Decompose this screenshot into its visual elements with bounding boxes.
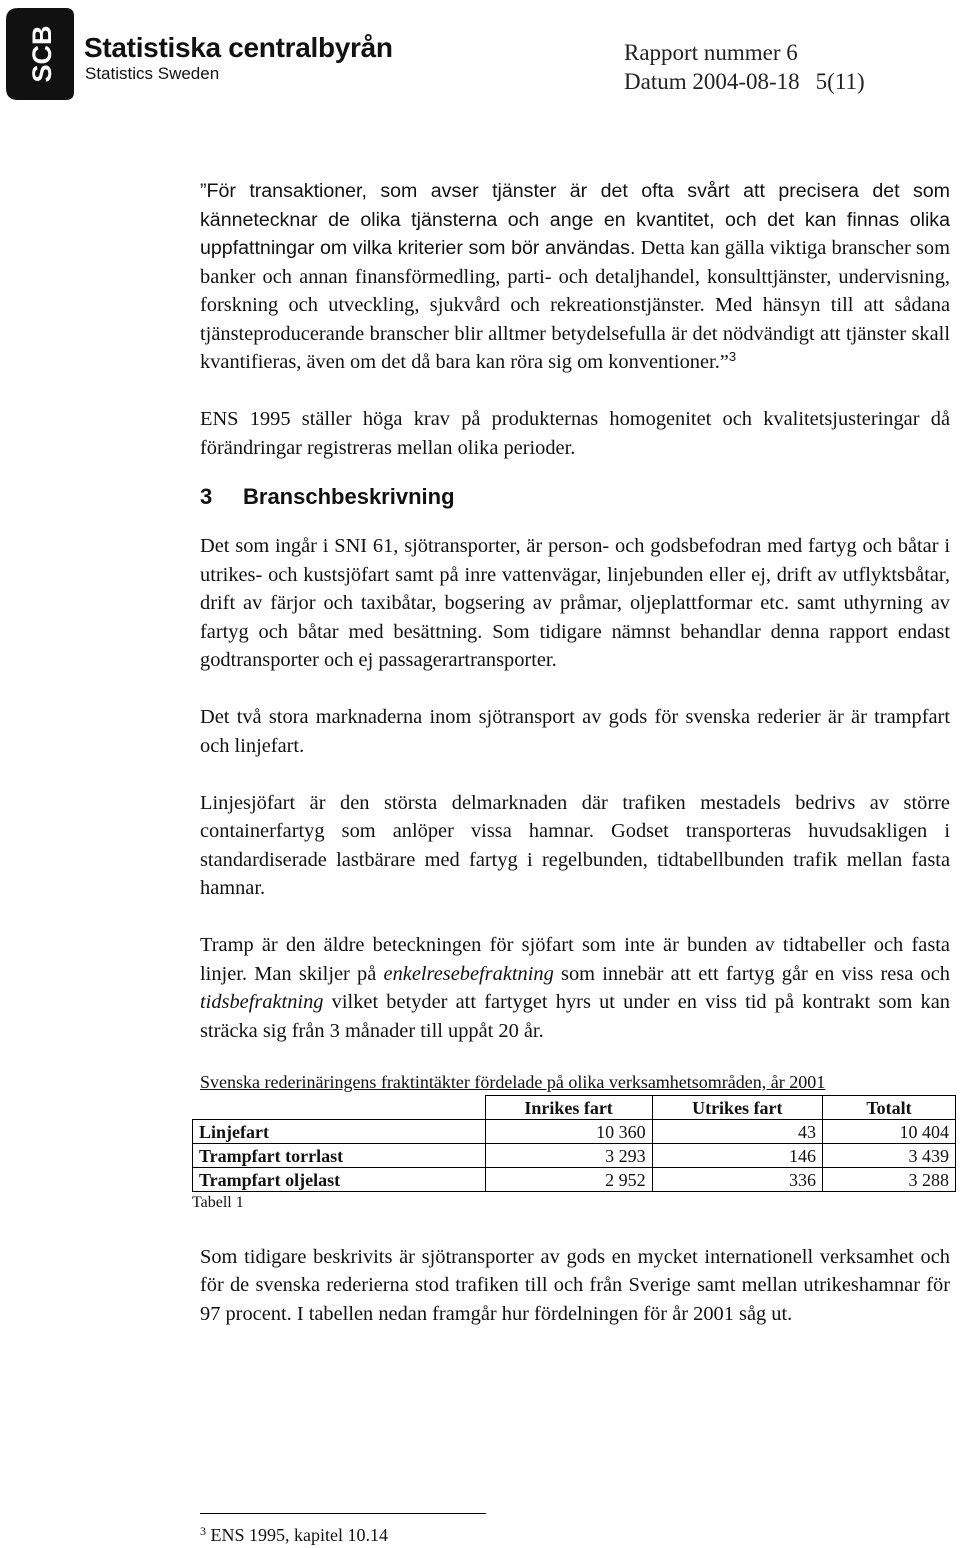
row-label: Trampfart torrlast <box>193 1144 486 1168</box>
footnote <box>200 1524 388 1546</box>
header-cell-inrikes: Inrikes fart <box>485 1096 652 1120</box>
header-cell-totalt: Totalt <box>823 1096 956 1120</box>
table-note: Tabell 1 <box>192 1194 244 1211</box>
cell-totalt: 10 404 <box>823 1120 956 1144</box>
table-row <box>193 1120 956 1144</box>
tramp-text-3: vilket betyder att fartyget hyrs ut under en viss tid på kontrakt som kan sträcka sig från 3 månader till uppåt 20 år. <box>200 991 950 1042</box>
term-tidsbefraktning: tidsbefraktning <box>200 991 324 1013</box>
term-enkelresebefraktning: enkelresebefraktning <box>383 962 554 985</box>
section-number: 3 <box>200 484 213 509</box>
cell-utrikes: 336 <box>652 1168 822 1192</box>
cell-totalt: 3 439 <box>823 1144 956 1168</box>
footnote-reference[interactable]: 3 <box>728 349 737 364</box>
report-date: Datum 2004-08-18 <box>624 69 800 94</box>
header-cell-utrikes: Utrikes fart <box>652 1096 822 1120</box>
esa-quote <box>200 177 950 377</box>
markets-paragraph: Det två stora marknaderna inom sjötransport av gods för svenska rederier är är trampfart och linjefart. <box>200 706 950 757</box>
cell-inrikes: 2 952 <box>485 1168 652 1192</box>
quote-part-1: ”För transaktioner, som avser tjänster är det ofta svårt att precisera det som kännetecknar de olika tjänsterna och ange en kvantitet, och det kan finnas olika uppfattningar om vilka kriterier som bör användas. <box>200 180 950 259</box>
page-number: 5(11) <box>815 69 865 94</box>
table-caption: Svenska rederinäringens fraktintäkter fördelade på olika verksamhetsområden, år 2001 <box>200 1072 826 1092</box>
tramp-paragraph <box>200 931 950 1045</box>
table-row <box>193 1168 956 1192</box>
document-body <box>192 177 951 1328</box>
cell-inrikes: 3 293 <box>485 1144 652 1168</box>
freight-revenue-table <box>192 1095 956 1192</box>
row-label: Trampfart oljelast <box>193 1168 486 1192</box>
section-heading <box>200 482 950 512</box>
report-date-line <box>624 67 865 96</box>
cell-inrikes: 10 360 <box>485 1120 652 1144</box>
report-number: Rapport nummer 6 <box>624 40 798 65</box>
section-title: Branschbeskrivning <box>243 484 455 509</box>
scb-logo <box>4 6 404 104</box>
footnote-divider <box>200 1513 486 1514</box>
table-header-row <box>193 1096 956 1120</box>
row-label: Linjefart <box>193 1120 486 1144</box>
scb-logo-mark <box>4 6 74 102</box>
table-row <box>193 1144 956 1168</box>
quote-part-3: Med hänsyn till att sådana tjänsteproducerande branscher blir alltmer betydelsefulla är det nödvändigt att tjänster skall kvantifieras, även om det då bara kan röra sig om konventioner.” <box>200 294 950 373</box>
report-meta <box>624 38 865 96</box>
quote-part-2: Detta kan gälla viktiga branscher som banker och annan finansförmedling, parti- och detaljhandel, konsulttjänster, undervisning, forskning och utveckling, sjukvård och rekreationstjänster. <box>200 237 950 316</box>
footnote-text: ENS 1995, kapitel 10.14 <box>206 1525 388 1545</box>
final-paragraph: Som tidigare beskrivits är sjötransporter av gods en mycket internationell verksamhet och för de svenska rederierna stod trafiken till och från Sverige samt mellan utrikeshamnar för 97 procent. I tabellen nedan framgår hur fördelningen för år 2001 såg ut. <box>200 1245 950 1325</box>
scb-logo-mark-text: SCB <box>27 25 57 83</box>
linjesjofart-paragraph: Linjesjöfart är den största delmarknaden där trafiken mestadels bedrivs av större containerfartyg som anlöper vissa hamnar. Godset transporteras huvudsakligen i standardiserade lastbärare med fartyg i regelbunden, tidtabellbunden trafik mellan fasta hamnar. <box>200 791 950 899</box>
sni-paragraph: Det som ingår i SNI 61, sjötransporter, är person- och godsbefodran med fartyg och båtar i utrikes- och kustsjöfart samt på inre vattenvägar, linjebunden eller ej, drift av utflyktsbåtar, drift av färjor och taxibåtar, bogsering av pråmar, oljeplattformar etc. samt uthyrning av fartyg och båtar med besättning. Som tidigare nämnst behandlar denna rapport endast godtransporter och ej passagerartransporter. <box>200 535 950 671</box>
cell-utrikes: 146 <box>652 1144 822 1168</box>
cell-utrikes: 43 <box>652 1120 822 1144</box>
org-name-english: Statistics Sweden <box>85 64 220 83</box>
org-name: Statistiska centralbyrån <box>84 32 393 63</box>
tramp-text-2: som innebär att ett fartyg går en viss resa och <box>553 962 951 985</box>
tramp-text-1: Tramp är den äldre beteckningen för sjöfart som inte är bunden av tidtabeller och fasta linjer. Man skiljer på <box>200 934 950 985</box>
cell-totalt: 3 288 <box>823 1168 956 1192</box>
ens-paragraph: ENS 1995 ställer höga krav på produkternas homogenitet och kvalitetsjusteringar då förändringar registreras mellan olika perioder. <box>200 408 950 459</box>
footnote-number: 3 <box>200 1524 206 1538</box>
header-cell-empty <box>193 1096 486 1120</box>
